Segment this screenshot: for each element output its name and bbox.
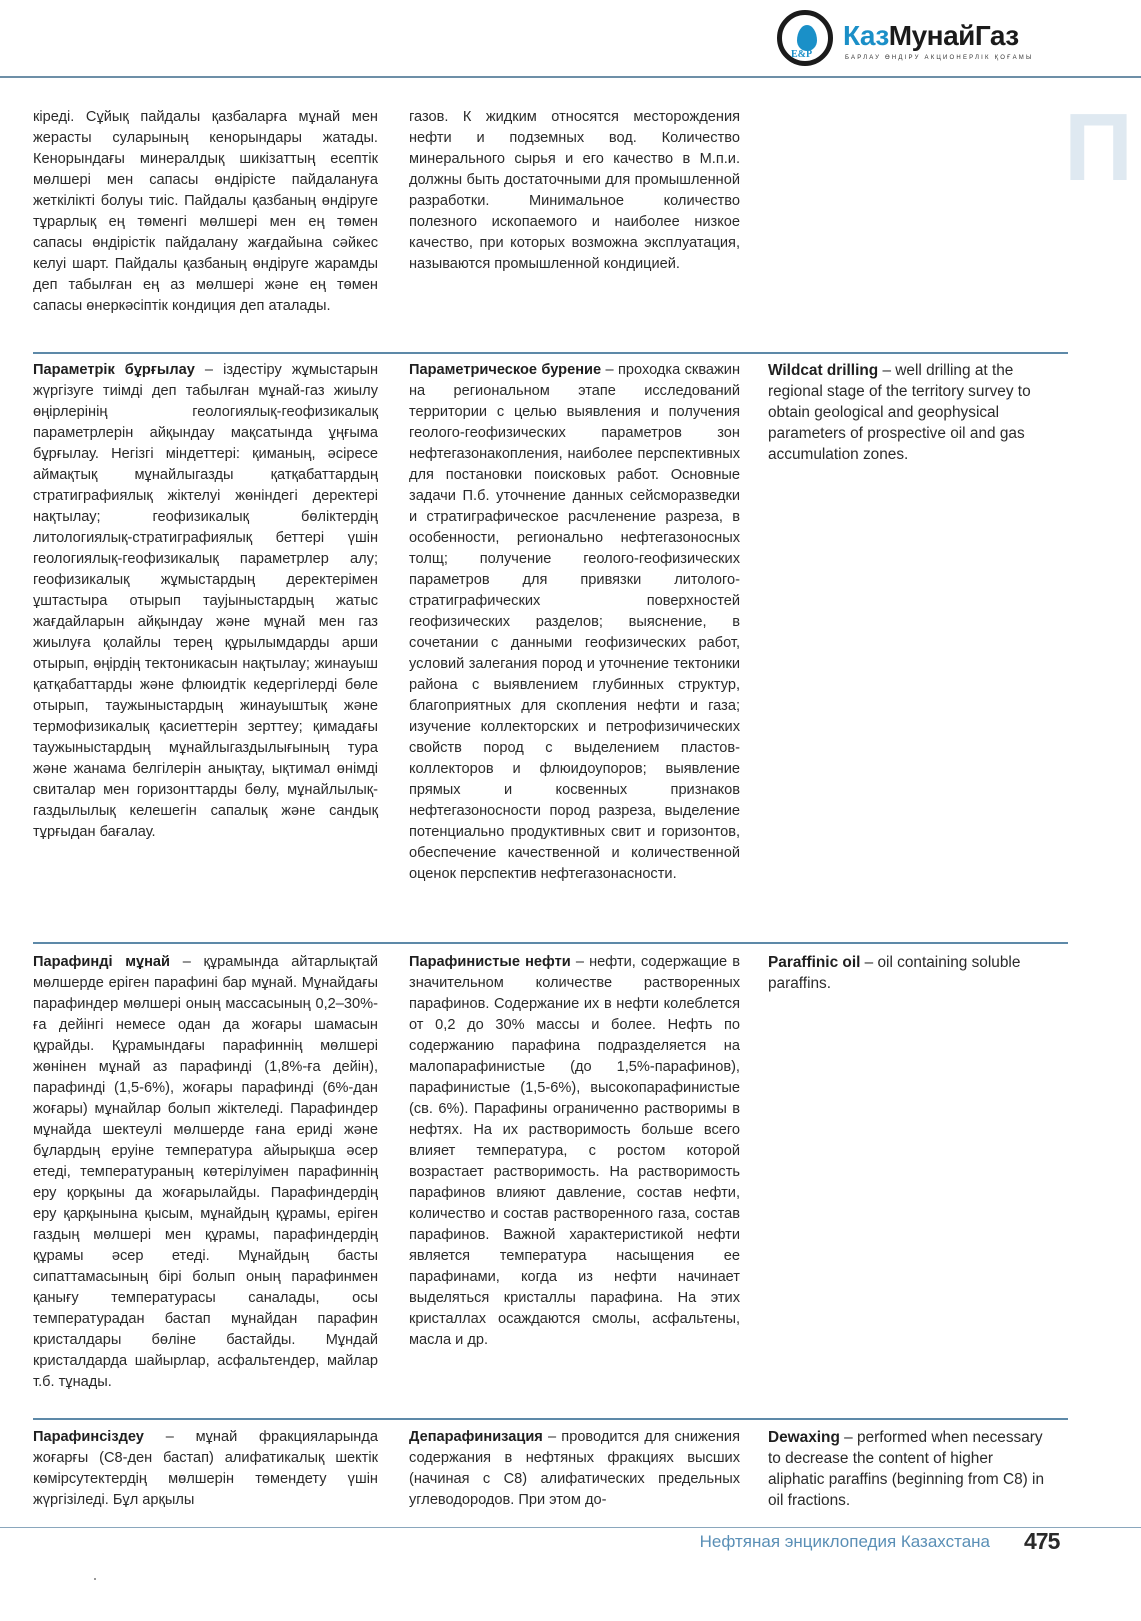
- entry-definition-ru: – проходка скважин на региональном этапе исследований территории с целью выявления и получения геолого-геофизических параметров зон нефтегазонакопления, наиболее перспективных для постановки поисковых работ. Основные задачи П.б. уточнение данных сейсморазведки и стратиграфическое расчленение разреза, в особенности, регионально нефтегазоносных толщ; получение геолого-геофизических параметров для привязки литолого-стратиграфических поверхностей геофизических разделов; выяснение, в сочетании с данными геофизических работ, условий залегания пород и уточнение тектоники района с выявлением глубинных структур, благоприятных для скопления нефти и газа; изучение коллекторских и петрофизичических свойств пород с выделением пластов-коллекторов и флюидоупоров; выявление прямых и косвенных признаков нефтегазоносности пород разреза, выделение потенциально продуктивных свит и горизонтов, обеспечение качественной и количественной оценок перспектив нефтегазонасности.: [409, 362, 740, 882]
- entry-term-en: Paraffinic oil: [768, 954, 861, 971]
- entry-en-wildcat-drilling: [768, 360, 1049, 465]
- entry-kz-paraffinic-oil: [33, 952, 378, 1393]
- section-letter: [1064, 112, 1141, 190]
- intro-ru-text: газов. К жидким относятся месторождения нефти и подземных вод. Количество минерального сырья и его качество в М.п.и. должны быть достаточными для промышленной разработки. Минимальное количество полезного ископаемого и наиболее низкое качество, при которых возможна эксплуатация, называются промышленной кондицией.: [409, 109, 740, 272]
- entry-definition-en: – oil containing soluble paraffins.: [768, 954, 1021, 992]
- logo-ring-icon: [777, 10, 833, 66]
- entry-definition-kz: – құрамында айтарлықтай мөлшерде еріген парафині бар мұнай. Мұнайдағы парафиндер мөлшері оның массасының 0,2–30%-ға дейінгі немесе одан да жоғары шамасын құрайды. Құрамындағы парафиннің мөлшері жөнінен мұнай аз парафинді (1,8%-ға дейін), парафинді (1,5-6%), жоғары парафинді (6%-дан жоғары) мұнайлар болып жіктеледі. Парафиндер мұнайда шектеулі мөлшерде ғана ериді және бұлардың еруіне температура айырықша әсер етеді, температураның көтерілуімен парафиннің еру қорқыны да жоғарылайды. Парафиндердің еру қарқынына қысым, мұнайдың құрамы, еріген газдың мөлшері мен құрамы, парафиндердің құрамы әсер етеді. Мұнайдың басты сипаттамасының бірі болып оның парафинмен қанығу температурасы саналады, осы температурадан бастап мұнайдан парафин кристалдары бөліне бастайды. Мұндай кристалдарда шайырлар, асфальтендер, майлар т.б. тұнады.: [33, 954, 378, 1390]
- entry-definition-kz: – мұнай фракцияларында жоғарғы (С8-ден бастап) алифатикалық шектік көмірсутектердің мөлшерін төмендету үшін жүргізіледі. Бұл арқылы: [33, 1429, 378, 1508]
- intro-kz-text: кіреді. Сұйық пайдалы қазбаларға мұнай мен жерасты суларының кенорындары жатады. Кенорындағы минералдық шикізаттың есептік мөлшері мен сапасы өндірісте пайдалануға жеткілікті болуы тиіс. Пайдалы қазбаның өндіруге тұрарлық ең төменгі мөлшері мен ең төмен сапасы өндірістік пайдалану жағдайына сәйкес келуі шарт. Пайдалы қазбаның өндіруге жарамды деп табылған ең аз мөлшері және ең төмен сапасы өнеркәсіптік кондиция деп аталады.: [33, 109, 378, 314]
- entry-definition-kz: – іздестіру жұмыстарын жүргізуге тиімді деп табылған мұнай-газ жиылу өңірлерінің геологиялық-геофизикалық параметрлерін айқындау мақсатында ұңғыма бұрғылау. Негізгі міндеттері: қиманың, әсіресе аймақтық мұнайлыгазды қатқабаттардың стратиграфиялық жіктелуі жөніндегі деректері нақтылау; геофизикалық бөліктердің литологиялық-стратиграфиялық беттері үшін геологиялық-геофизикалық параметрлер алу; геофизикалық жұмыстардың деректерімен ұштастыра отырып тауjыныстардың жатыс жағдайларын айқындау және мұнай мен газ жиылуға қолайлы терең құрылымдарды арши отырып, өңірдің тектоникасын нақтылау; жинауыш қатқабаттарды және флюидтік кедергілерді бөле отырып, таужыныстардың жинауыштық және термофизикалық қасиеттерін зерттеу; қимадағы таужыныстардың мұнайлыгаздылығының тура және жанама белгілерін анықтау, ықтимал өнімді свиталар мен горизонттарды бөлу, мұнайлылық-газдылылық келешегін сапалық және сандық тұрғыдан бағалау.: [33, 362, 379, 840]
- kazmunaigaz-logo: [777, 6, 1057, 72]
- entry-term-ru: Депарафинизация: [409, 1429, 543, 1445]
- footer-publication-title: Нефтяная энциклопедия Казахстана: [699, 1532, 990, 1551]
- logo-ep-label: E&P: [791, 49, 813, 60]
- entry-definition-en: – well drilling at the regional stage of the territory survey to obtain geological and geophysical parameters of prospective oil and gas accumulation zones.: [768, 362, 1031, 463]
- entry-ru-parametric-drilling: [409, 360, 740, 885]
- entry-term-kz: Парафинді мұнай: [33, 954, 171, 970]
- footer-divider: [0, 1527, 1141, 1528]
- entry-term-kz: Парафинсіздеу: [33, 1429, 144, 1445]
- entry-divider: [33, 942, 1068, 944]
- entry-definition-ru: – проводится для снижения содержания в нефтяных фракциях высших (начиная с С8) алифатических предельных углеводородов. При этом до-: [409, 1429, 740, 1508]
- logo-wordmark: [843, 20, 1019, 52]
- entry-ru-paraffinic-oil: [409, 952, 740, 1351]
- logo-wordmark-kaz: Каз: [843, 20, 889, 51]
- logo-subtitle: БАРЛАУ ӨНДІРУ АКЦИОНЕРЛІК ҚОҒАМЫ: [845, 55, 1034, 61]
- oil-drop-icon: [797, 25, 817, 51]
- scan-speck: [94, 1578, 96, 1580]
- entry-definition-ru: – нефти, содержащие в значительном количестве растворенных парафинов. Содержание их в нефти колеблется от 0,2 до 30% массы и более. Нефть по содержанию парафина подразделяется на малопарафинистые (до 1,5%-парафинов), парафинистые (1,5-6%), высокопарафинистые (св. 6%). Парафины ограниченно растворимы в нефтях. На их растворимость больше всего влияет температура, с ростом которой возрастает растворимость. На растворимость парафинов влияют давление, состав нефти, количество и состав растворенного газа, состав парафинов. Важной характеристикой нефти является температура насыщения ее парафинами, когда из нефти начинает выделяться кристаллы парафина. На этих кристаллах осаждаются смолы, асфальтены, масла и др.: [409, 954, 740, 1348]
- entry-en-dewaxing: [768, 1427, 1049, 1511]
- header-divider: [0, 76, 1141, 78]
- entry-definition-en: – performed when necessary to decrease the content of higher aliphatic paraffins (beginning from C8) in oil fractions.: [768, 1429, 1045, 1509]
- logo-wordmark-mg: МунайГаз: [888, 20, 1019, 51]
- entry-term-ru: Парафинистые нефти: [409, 954, 571, 970]
- entry-en-paraffinic-oil: [768, 952, 1049, 994]
- entry-kz-dewaxing: [33, 1427, 378, 1511]
- entry-term-kz: Параметрік бұрғылау: [33, 362, 195, 378]
- entry-term-en: Dewaxing: [768, 1429, 840, 1446]
- section-divider: [33, 352, 1068, 354]
- entry-kz-parametric-drilling: [33, 360, 378, 843]
- entry-divider: [33, 1418, 1068, 1420]
- page-number: 475: [1024, 1528, 1060, 1554]
- section-letter-glyph: П: [1064, 112, 1133, 190]
- entry-term-en: Wildcat drilling: [768, 362, 879, 379]
- entry-term-ru: Параметрическое бурение: [409, 362, 602, 378]
- entry-ru-dewaxing: [409, 1427, 740, 1511]
